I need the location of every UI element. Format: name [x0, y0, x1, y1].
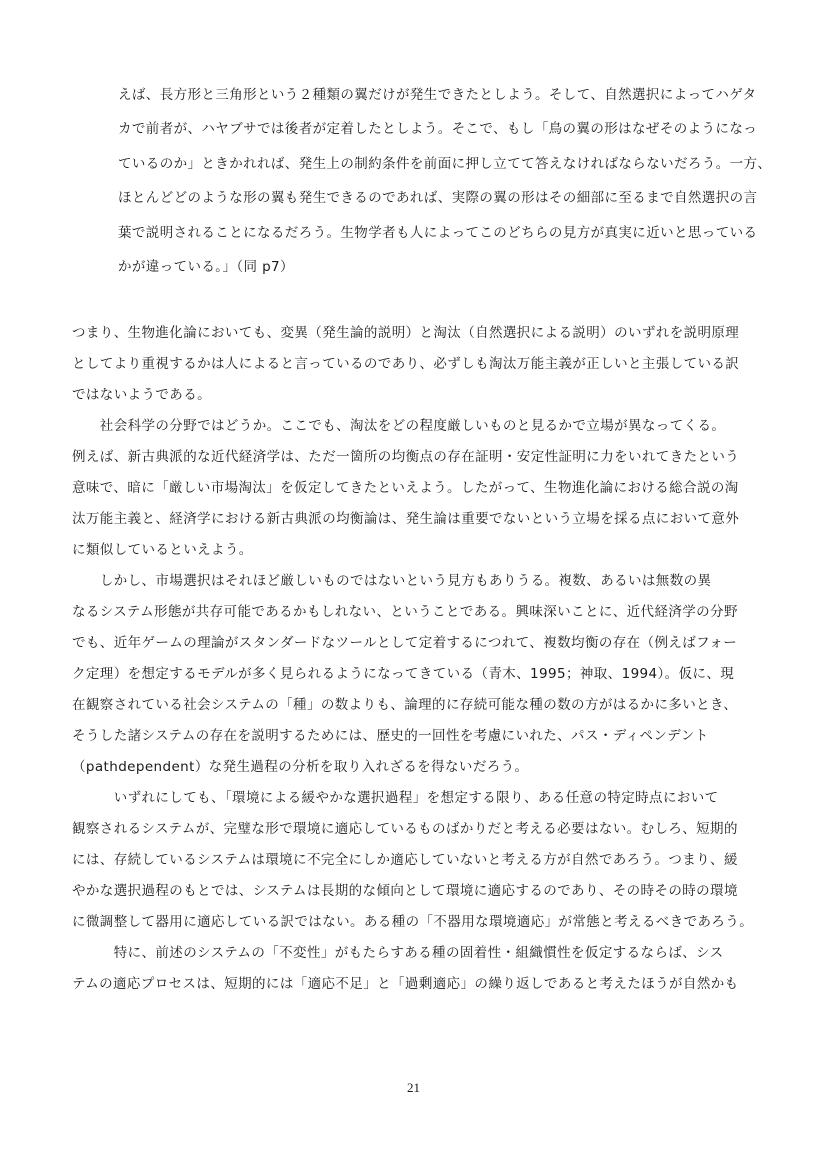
paragraph — [72, 938, 792, 1000]
paragraph — [72, 566, 792, 783]
quote-line: かが違っている。」（同 p7） — [118, 259, 294, 276]
text-line: そうした諸システムの存在を説明するためには、歴史的一回性を考慮にいれた、パス・ディペンデント — [72, 728, 709, 744]
text-line: 例えば、新古典派的な近代経済学は、ただ一箇所の均衡点の存在証明・安定性証明に力をいれてきたという — [72, 449, 740, 465]
paragraph — [72, 318, 792, 411]
quote-line: えば、長方形と三角形という２種類の翼だけが発生できたとしよう。そして、自然選択によってハゲタ — [118, 87, 757, 103]
page-number: 21 — [407, 1080, 420, 1095]
paragraph — [72, 411, 792, 566]
quote-line: ほとんどどのような形の翼も発生できるのであれば、実際の翼の形はその細部に至るまで自然選択の言 — [118, 190, 758, 207]
text-line: ではないようである。 — [72, 387, 211, 403]
text-line: には、存続しているシステムは環境に不完全にしか適応していないと考える方が自然であろう。つまり、緩 — [72, 852, 738, 868]
text-line: ク定理）を想定するモデルが多く見られるようになってきている（青木、1995；神取、1994）。仮に、現 — [72, 666, 735, 682]
text-line: 意味で、暗に「厳しい市場淘汰」を仮定してきたといえよう。したがって、生物進化論における総合説の淘 — [72, 480, 739, 496]
text-line: 汰万能主義と、経済学における新古典派の均衡論は、発生論は重要でないという立場を採る点において意外 — [72, 511, 740, 527]
paragraph — [72, 783, 792, 938]
quote-line: 葉で説明されることになるだろう。生物学者も人によってこのどちらの見方が真実に近いと思っている — [118, 224, 758, 241]
text-line: 社会科学の分野ではどうか。ここでも、淘汰をどの程度厳しいものと見るかで立場が異なってくる。 — [72, 418, 726, 434]
quote-line: ているのか」ときかれれば、発生上の制約条件を前面に押し立てて答えなければならないだろう。一方、 — [118, 155, 772, 172]
text-line: 在観察されている社会システムの「種」の数よりも、論理的に存続可能な種の数の方がはるかに多いとき、 — [72, 697, 738, 713]
text-line: としてより重視するかは人によると言っているのであり、必ずしも淘汰万能主義が正しいと主張している訳 — [72, 356, 740, 372]
text-line: 観察されるシステムが、完璧な形で環境に適応しているものばかりだと考える必要はない。むしろ、短期的 — [72, 821, 738, 837]
text-line: に微調整して器用に適応している訳ではない。ある種の「不器用な環境適応」が常態と考えるべきであろう。 — [72, 914, 754, 930]
text-line: に類似しているといえよう。 — [72, 542, 253, 558]
text-line: 特に、前述のシステムの「不変性」がもたらすある種の固着性・組織慣性を仮定するならば、シス — [72, 945, 724, 961]
quote-line: カで前者が、ハヤブサでは後者が定着したとしよう。そこで、もし「鳥の翼の形はなぜそのようになっ — [118, 121, 758, 138]
text-line: やかな選択過程のもとでは、システムは長期的な傾向として環境に適応するのであり、その時その時の環境 — [72, 883, 738, 899]
text-line: なるシステム形態が共存可能であるかもしれない、ということである。興味深いことに、近代経済学の分野 — [72, 604, 738, 620]
block-quote — [118, 78, 773, 284]
text-line: しかし、市場選択はそれほど厳しいものではないという見方もありうる。複数、あるいは無数の異 — [72, 573, 712, 589]
text-line: つまり、生物進化論においても、変異（発生論的説明）と淘汰（自然選択による説明）のいずれを説明原理 — [72, 325, 740, 341]
text-line: テムの適応プロセスは、短期的には「適応不足」と「過剰適応」の繰り返しであると考えたほうが自然かも — [72, 976, 739, 992]
text-line: いずれにしても、「環境による緩やかな選択過程」を想定する限り、ある任意の特定時点において — [72, 790, 719, 806]
text-line: （pathdependent）な発生過程の分析を取り入れざるを得ないだろう。 — [72, 759, 529, 775]
text-line: でも、近年ゲームの理論がスタンダードなツールとして定着するにつれて、複数均衡の存在（例えばフォー — [72, 635, 738, 651]
body-text — [72, 318, 792, 1000]
